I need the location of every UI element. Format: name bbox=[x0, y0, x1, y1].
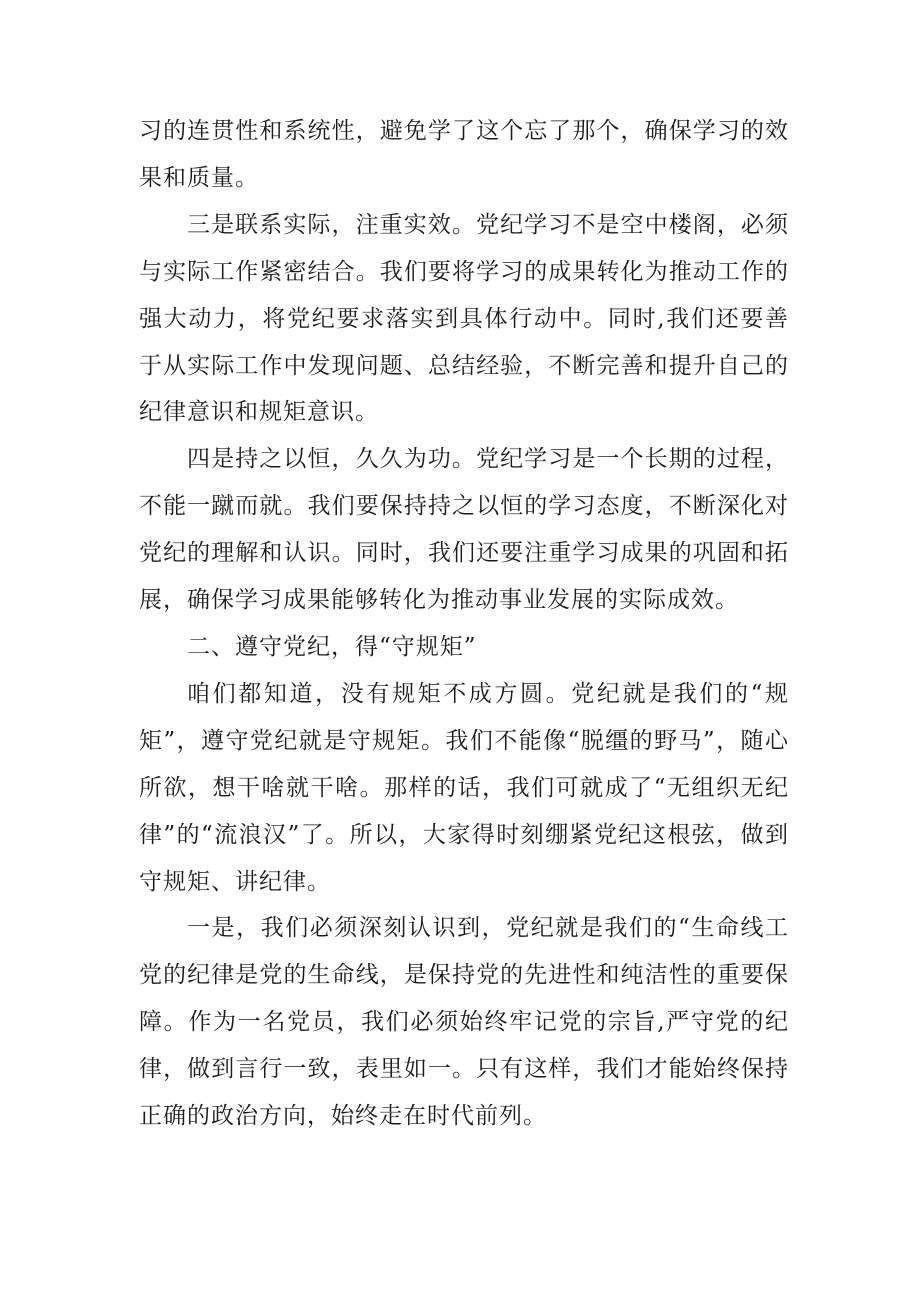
paragraph-point-four: 四是持之以恒，久久为功。党纪学习是一个长期的过程，不能一蹴而就。我们要保持持之以恒的学习态度，不断深化对党纪的理解和认识。同时，我们还要注重学习成果的巩固和拓展，确保学习成果能够转化为推动事业发展的实际成效。 bbox=[139, 446, 789, 614]
paragraph-point-three: 三是联系实际，注重实效。党纪学习不是空中楼阁，必须与实际工作紧密结合。我们要将学习的成果转化为推动工作的强大动力，将党纪要求落实到具体行动中。同时,我们还要善于从实际工作中发现问题、总结经验，不断完善和提升自己的纪律意识和规矩意识。 bbox=[139, 211, 789, 426]
section-heading-two: 二、遵守党纪，得“守规矩” bbox=[187, 633, 477, 660]
document-body bbox=[139, 108, 789, 1140]
paragraph-continuation: 习的连贯性和系统性，避免学了这个忘了那个，确保学习的效果和质量。 bbox=[139, 118, 789, 191]
paragraph-point-one: 一是，我们必须深刻认识到，党纪就是我们的“生命线工党的纪律是党的生命线，是保持党的先进性和纯洁性的重要保障。作为一名党员，我们必须始终牢记党的宗旨,严守党的纪律，做到言行一致，表里如一。只有这样，我们才能始终保持正确的政治方向，始终走在时代前列。 bbox=[139, 915, 789, 1130]
paragraph-rules-intro: 咱们都知道，没有规矩不成方圆。党纪就是我们的“规矩”，遵守党纪就是守规矩。我们不能像“脱缰的野马”，随心所欲，想干啥就干啥。那样的话，我们可就成了“无组织无纪律”的“流浪汉”了。所以，大家得时刻绷紧党纪这根弦，做到守规矩、讲纪律。 bbox=[139, 680, 789, 895]
